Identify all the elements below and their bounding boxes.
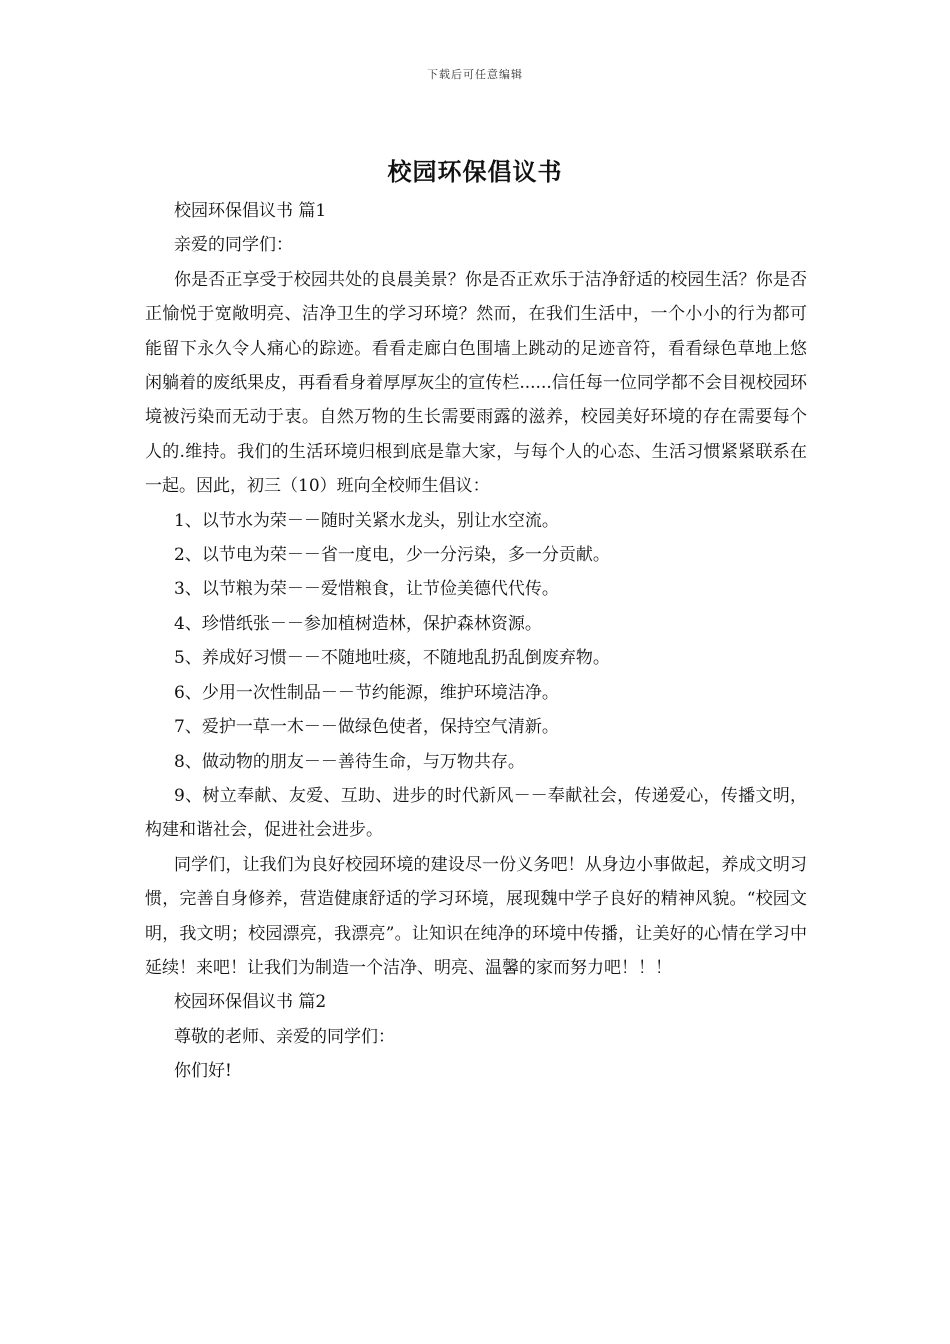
header-note: 下载后可任意编辑 bbox=[427, 68, 523, 81]
greeting: 你们好! bbox=[174, 1061, 232, 1082]
section-heading-2: 校园环保倡议书 篇2 bbox=[174, 992, 327, 1013]
proposal-item-1: 1、以节水为荣－－随时关紧水龙头，别让水空流。 bbox=[174, 510, 559, 531]
proposal-item-3: 3、以节粮为荣－－爱惜粮食，让节俭美德代代传。 bbox=[174, 579, 559, 600]
proposal-item-4: 4、珍惜纸张－－参加植树造林，保护森林资源。 bbox=[174, 613, 542, 634]
salutation: 亲爱的同学们： bbox=[174, 235, 293, 256]
closing-paragraph: 同学们，让我们为良好校园环境的建设尽一份义务吧！从身边小事做起，养成文明习惯，完善自身修养，营造健康舒适的学习环境，展现魏中学子良好的精神风貌。“校园文明，我文明；校园漂亮，我漂亮”。让知识在纯净的环境中传播，让美好的心情在学习中延续！来吧！让我们为制造一个洁净、明亮、温馨的家而努力吧！！！ bbox=[145, 854, 807, 978]
proposal-item-2: 2、以节电为荣－－省一度电，少一分污染，多一分贡献。 bbox=[174, 545, 610, 566]
document-body bbox=[145, 194, 807, 1089]
proposal-item-6: 6、少用一次性制品－－节约能源，维护环境洁净。 bbox=[174, 682, 559, 703]
proposal-item-9: 9、树立奉献、友爱、互助、进步的时代新风－－奉献社会，传递爱心，传播文明，构建和谐社会，促进社会进步。 bbox=[145, 785, 807, 841]
section-heading-1: 校园环保倡议书 篇1 bbox=[174, 201, 327, 221]
proposal-item-5: 5、养成好习惯－－不随地吐痰，不随地乱扔乱倒废弃物。 bbox=[174, 648, 610, 669]
proposal-item-7: 7、爱护一草一木－－做绿色使者，保持空气清新。 bbox=[174, 717, 559, 738]
document-title: 校园环保倡议书 bbox=[387, 157, 563, 186]
salutation-2: 尊敬的老师、亲爱的同学们： bbox=[174, 1026, 395, 1047]
intro-paragraph: 你是否正享受于校园共处的良晨美景？你是否正欢乐于洁净舒适的校园生活？你是否正愉悦于宽敞明亮、洁净卫生的学习环境？然而，在我们生活中，一个小小的行为都可能留下永久令人痛心的踪迹。看看走廊白色围墙上跳动的足迹音符，看看绿色草地上悠闲躺着的废纸果皮，再看看身着厚厚灰尘的宣传栏......信任每一位同学都不会目视校园环境被污染而无动于衷。自然万物的生长需要雨露的滋养，校园美好环境的存在需要每个人的.维持。我们的生活环境归根到底是靠大家，与每个人的心态、生活习惯紧紧联系在一起。因此，初三（10）班向全校师生倡议： bbox=[145, 269, 807, 497]
proposal-item-8: 8、做动物的朋友－－善待生命，与万物共存。 bbox=[174, 751, 525, 772]
